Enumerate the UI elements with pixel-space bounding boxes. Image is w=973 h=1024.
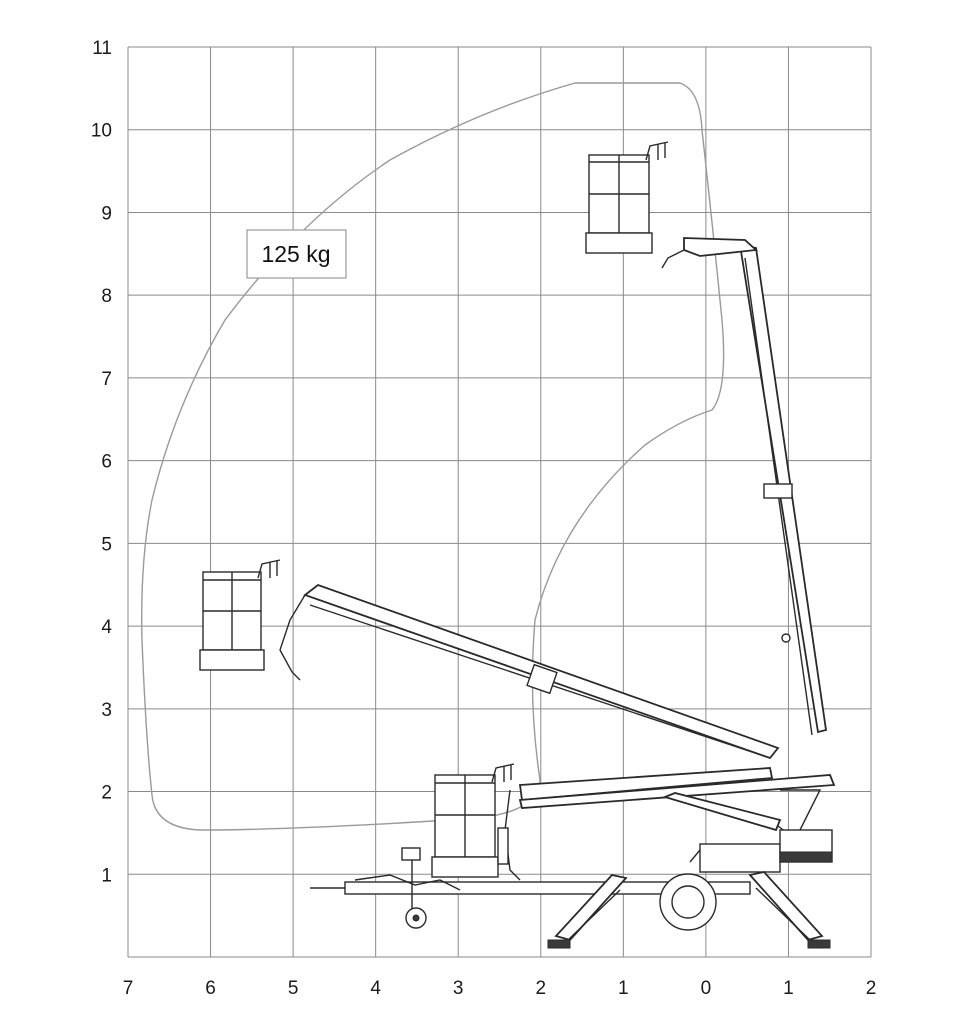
load-capacity-text: 125 kg bbox=[261, 241, 331, 267]
trailer-chassis bbox=[310, 830, 832, 948]
y-tick-label: 3 bbox=[101, 699, 112, 721]
y-tick-label: 11 bbox=[92, 38, 112, 59]
y-tick-label: 6 bbox=[101, 451, 112, 473]
x-tick-label: 3 bbox=[452, 978, 464, 999]
x-tick-label: 1 bbox=[783, 978, 794, 999]
x-tick-label: 4 bbox=[370, 978, 381, 999]
platform-basket-middle bbox=[200, 560, 280, 670]
x-tick-label: 2 bbox=[535, 978, 547, 999]
boom-middle-position bbox=[200, 560, 778, 758]
y-tick-label: 9 bbox=[101, 203, 112, 225]
x-axis-ticks bbox=[123, 978, 877, 999]
x-tick-label: 0 bbox=[700, 978, 712, 999]
y-tick-label: 1 bbox=[101, 865, 112, 887]
y-tick-label: 7 bbox=[101, 368, 112, 390]
load-capacity-label bbox=[247, 230, 346, 278]
y-tick-label: 5 bbox=[101, 534, 112, 556]
y-tick-label: 8 bbox=[101, 286, 112, 308]
x-tick-label: 2 bbox=[865, 978, 877, 999]
y-tick-label: 4 bbox=[101, 617, 112, 639]
x-tick-label: 7 bbox=[122, 978, 134, 999]
x-tick-label: 6 bbox=[205, 978, 216, 999]
y-tick-label: 2 bbox=[101, 782, 112, 804]
x-tick-label: 5 bbox=[287, 978, 299, 999]
x-tick-label: 1 bbox=[618, 978, 629, 999]
y-axis-ticks bbox=[91, 38, 113, 886]
outrigger-rear bbox=[750, 872, 830, 948]
platform-basket-upper bbox=[586, 142, 668, 253]
y-tick-label: 10 bbox=[90, 120, 112, 142]
